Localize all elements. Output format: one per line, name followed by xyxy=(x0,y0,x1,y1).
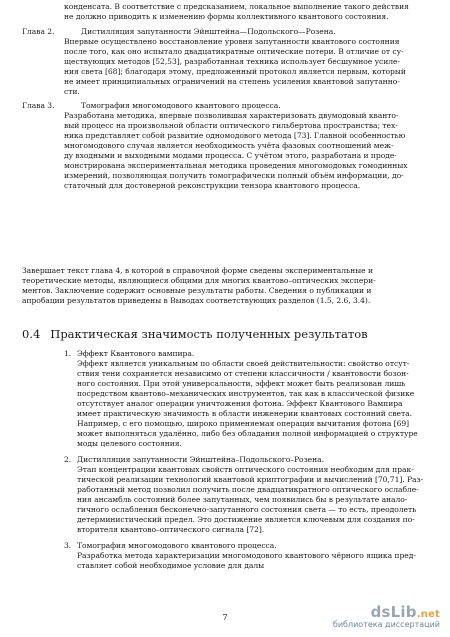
intro-line: не должно приводить к изменению формы коллективного квантового состояния. xyxy=(64,12,389,21)
list-item-line: вторителя квантово–оптического сигнала [72]. xyxy=(77,525,265,534)
list-item-line: Разработка метода характеризации многомодового квантового чёрного ящика пред- xyxy=(77,551,416,560)
section-heading xyxy=(22,327,368,341)
chapter-text-line: монстрирована экспериментальная методика проведения многомодовых гомодинных xyxy=(64,161,408,170)
chapter-label: Глава 2. xyxy=(22,27,55,36)
list-item-title: Дистилляция запутанности Эйнштейна–Подольского–Розена. xyxy=(77,455,324,464)
section-number: 0.4 xyxy=(22,327,41,341)
list-item-line: детерминистический предел. Это достижение является ключевым для создания по- xyxy=(77,515,415,524)
list-item-line: может выполняться удалённо, либо без обладания полной информацией о структуре xyxy=(77,429,418,438)
chapter-text-line: не имеет принципиальных ограничений на степень усиления квантовой запутанно- xyxy=(64,77,400,86)
list-item-line: гичного ослабления бесконечно-запутанного состояния света — то есть, преодолеть xyxy=(77,505,417,514)
chapter-text-line: статочный для достоверной реконструкции тензора квантового процесса. xyxy=(64,181,361,190)
closing-line: Завершает текст глава 4, в которой в справочной форме сведены экспериментальные и xyxy=(22,266,373,275)
chapter-text-line: измерений, позволяющая получить томографически полный объём информации, до- xyxy=(64,171,404,180)
watermark-logo-tld: .net xyxy=(416,609,440,620)
chapter-text-line: ника представляет собой развитие одномодового метода [73]. Главной особенностью xyxy=(64,131,406,140)
closing-line: апробации результатов приведены в Выводах соответствующих разделов (1.5, 2.6, 3.4). xyxy=(22,296,371,305)
list-item-line: Например, с его помощью, широко применяемая операция вычитания фотона [69] xyxy=(77,419,410,428)
chapter-text-line: ду входными и выходными модами процесса. С учётом этого, разработана и проде- xyxy=(64,151,397,160)
chapter-title: Томография многомодового квантового процесса. xyxy=(81,101,281,110)
page-number: 7 xyxy=(222,613,228,622)
list-item-title: Томография многомодового квантового процесса. xyxy=(77,541,277,550)
site-watermark[interactable] xyxy=(333,603,440,629)
closing-line: ментов. Заключение содержит основные результаты работы. Сведения о публикации и xyxy=(22,286,372,295)
chapter-title: Дистилляция запутанности Эйнштейна—Подольского—Розена. xyxy=(81,27,336,36)
list-item-line: моды целевого состояния. xyxy=(77,439,182,448)
list-item-line: ного состояния. При этой универсальности, эффект может быть реализован лишь xyxy=(77,379,406,388)
chapter-label: Глава 3. xyxy=(22,101,55,110)
list-item-line: работанный метод позволил получить после двадцатикратного оптического ослабле- xyxy=(77,485,419,494)
list-item-line: имеет практическую значимость в области инженерии квантовых состояний света. xyxy=(77,409,412,418)
list-item-number: 3. xyxy=(64,541,72,550)
chapter-text-line: многомодового случая является необходимость учёта фазовых соотношений меж- xyxy=(64,141,394,150)
section-title: Практическая значимость полученных результатов xyxy=(50,327,368,341)
list-item-line: ствия тени сохраняется независимо от степени классичности / квантовости бозон- xyxy=(77,369,409,378)
list-item-line: тической реализации технологий квантовой криптографии и вычислений [70,71]. Раз- xyxy=(77,475,424,484)
chapter-text-line: ществующих методов [52,53], разработанная техника использует бесшумное усиле- xyxy=(64,57,400,66)
list-item-title: Эффект Квантового вампира. xyxy=(77,349,195,358)
list-item-line: ния ансамбль состояний более запутанных, чем появились бы в результате анало- xyxy=(77,495,408,504)
chapter-text-line: Впервые осуществлено восстановление уровня запутанности квантового состояния xyxy=(64,37,400,46)
list-item-number: 1. xyxy=(64,349,72,358)
watermark-subtitle: библиотека диссертаций xyxy=(332,620,440,629)
watermark-logo xyxy=(333,603,440,621)
list-item-line: отсутствует аналог операции уничтожения фотона. Эффект Квантового Вампира xyxy=(77,399,403,408)
chapter-text-line: Разработана методика, впервые позволившая характеризовать двумодовый кванто- xyxy=(64,111,399,120)
intro-line: конденсата. В соответствие с предсказанием, локальное выполнение такого действия xyxy=(64,2,409,11)
watermark-logo-main: dsLib xyxy=(370,603,417,621)
chapter-text-line: сти. xyxy=(64,87,80,96)
chapter-text-line: ния света [68]; благодаря этому, предложенный протокол является первым, который xyxy=(64,67,406,76)
chapter-text-line: вый процесс на произвольной области оптического гильбертова пространства; тех- xyxy=(64,121,398,130)
chapter-text-line: после того, как оно испытало двадцатикратные оптические потери. В отличие от су- xyxy=(64,47,404,56)
list-item-line: Эффект является уникальным по области своей действительности: свойство отсут- xyxy=(77,359,410,368)
closing-line: теоретические методы, являющиеся общими для многих квантово–оптических экспери- xyxy=(22,276,376,285)
list-item-number: 2. xyxy=(64,455,72,464)
list-item-line: ставляет собой необходимое условие для далы xyxy=(77,561,265,570)
list-item-line: посредством квантово–механических инструментов, так как в классической физике xyxy=(77,389,415,398)
list-item-line: Этап концентрации квантовых свойств оптического состояния необходим для прак- xyxy=(77,465,414,474)
